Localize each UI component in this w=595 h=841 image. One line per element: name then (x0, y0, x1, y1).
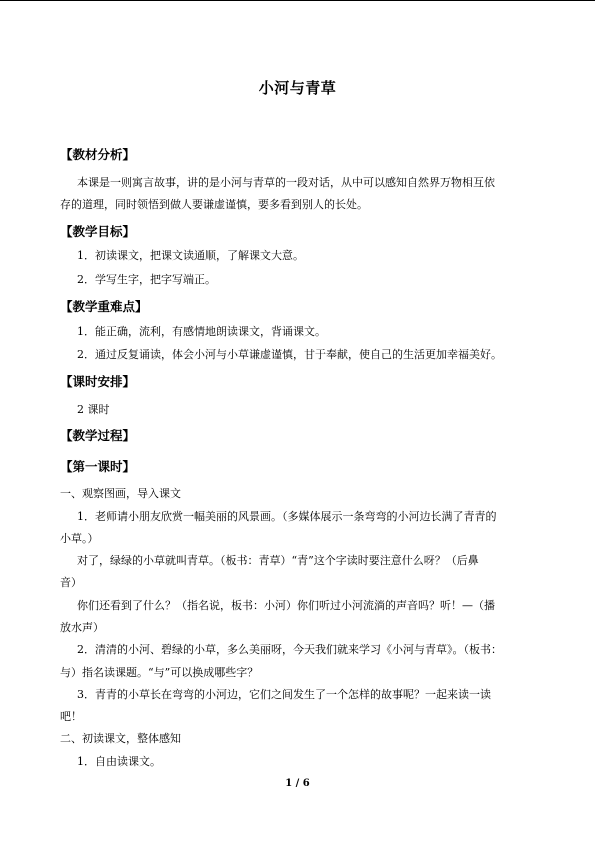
goals-line-1: 1．初读课文，把课文读通顺，了解课文大意。 (77, 249, 304, 262)
lesson1-line-7: 放水声） (60, 621, 104, 634)
analysis-line-1: 本课是一则寓言故事，讲的是小河与青草的一段对话，从中可以感知自然界万物相互依 (77, 176, 495, 189)
lesson1-line-9: 与）指名读课题。“与”可以换成哪些字？ (60, 666, 259, 679)
heading-analysis: 【教材分析】 (60, 147, 136, 162)
heading-process: 【教学过程】 (60, 428, 136, 443)
lesson1-line-6: 你们还看到了什么？（指名说，板书：小河）你们听过小河流淌的声音吗？听！—（播 (77, 599, 495, 612)
document-title: 小河与青草 (258, 79, 337, 97)
heading-lesson1: 【第一课时】 (60, 459, 136, 474)
heading-goals: 【教学目标】 (60, 224, 136, 239)
lesson1-line-3: 小草。） (60, 532, 99, 545)
keypoints-line-2: 2．通过反复诵读，体会小河与小草谦虚谨慎，甘于奉献，使自己的生活更加幸福美好。 (77, 348, 502, 361)
analysis-line-2: 存的道理，同时领悟到做人要谦虚谨慎，要多看到别人的长处。 (60, 198, 368, 211)
lesson1-line-8: 2．清清的小河、碧绿的小草，多么美丽呀，今天我们就来学习《小河与青草》。（板书： (77, 643, 502, 656)
heading-schedule: 【课时安排】 (60, 374, 136, 389)
goals-line-2: 2．学写生字，把字写端正。 (77, 273, 216, 286)
lesson1-line-11: 吧！ (60, 710, 82, 723)
lesson1-line-12: 二、初读课文，整体感知 (60, 732, 181, 745)
page-number: 1 / 6 (285, 778, 310, 789)
lesson1-line-1: 一、观察图画，导入课文 (60, 487, 181, 500)
lesson1-line-5: 音） (60, 576, 82, 589)
heading-keypoints: 【教学重难点】 (60, 299, 148, 314)
schedule-line-1: 2 课时 (77, 403, 110, 416)
lesson1-line-13: 1．自由读课文。 (77, 755, 161, 768)
lesson1-line-2: 1．老师请小朋友欣赏一幅美丽的风景画。（多媒体展示一条弯弯的小河边长满了青青的 (77, 510, 497, 523)
lesson1-line-10: 3．青青的小草长在弯弯的小河边，它们之间发生了一个怎样的故事呢？一起来读一读 (77, 688, 491, 701)
keypoints-line-1: 1．能正确，流利，有感情地朗读课文，背诵课文。 (77, 325, 326, 338)
lesson1-line-4: 对了，绿绿的小草就叫青草。（板书：青草）“青”这个字读时要注意什么呀？（后鼻 (77, 554, 479, 567)
